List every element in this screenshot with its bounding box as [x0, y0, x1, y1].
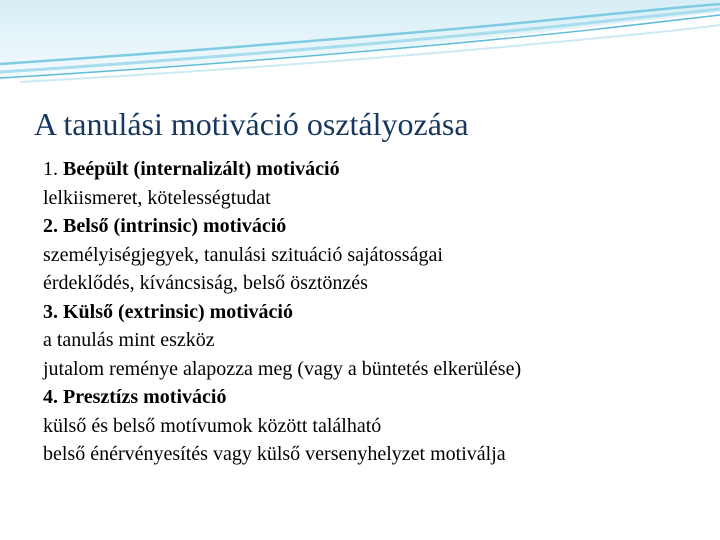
list-heading-4 [43, 383, 521, 412]
list-number-2: 2. [43, 215, 58, 237]
list-detail: a tanulás mint eszköz [43, 329, 215, 351]
list-heading-1 [43, 155, 521, 184]
slide-title: A tanulási motiváció osztályozása [34, 106, 469, 142]
heading-text: Presztízs motiváció [63, 386, 227, 408]
heading-text: Belső (intrinsic) motiváció [63, 215, 287, 237]
heading-text: Külső (extrinsic) motiváció [63, 300, 293, 323]
list-heading-2 [43, 212, 521, 241]
list-number-4: 4. [43, 386, 58, 408]
list-detail: belső énérvényesítés vagy külső versenyhelyzet motiválja [43, 443, 506, 465]
list-detail: külső és belső motívumok között található [43, 414, 382, 437]
list-detail: lelkiismeret, kötelességtudat [43, 186, 271, 209]
list-number-3: 3. [43, 300, 58, 323]
decorative-wave-header [0, 0, 720, 100]
list-detail: személyiségjegyek, tanulási szituáció sajátosságai [43, 243, 443, 266]
slide-body [43, 155, 521, 469]
list-number-1: 1. [43, 158, 58, 180]
list-detail: érdeklődés, kíváncsiság, belső ösztönzés [43, 272, 368, 294]
list-detail: jutalom reménye alapozza meg (vagy a büntetés elkerülése) [43, 357, 522, 380]
list-heading-3 [43, 298, 521, 327]
heading-text: Beépült (internalizált) motiváció [63, 158, 340, 180]
